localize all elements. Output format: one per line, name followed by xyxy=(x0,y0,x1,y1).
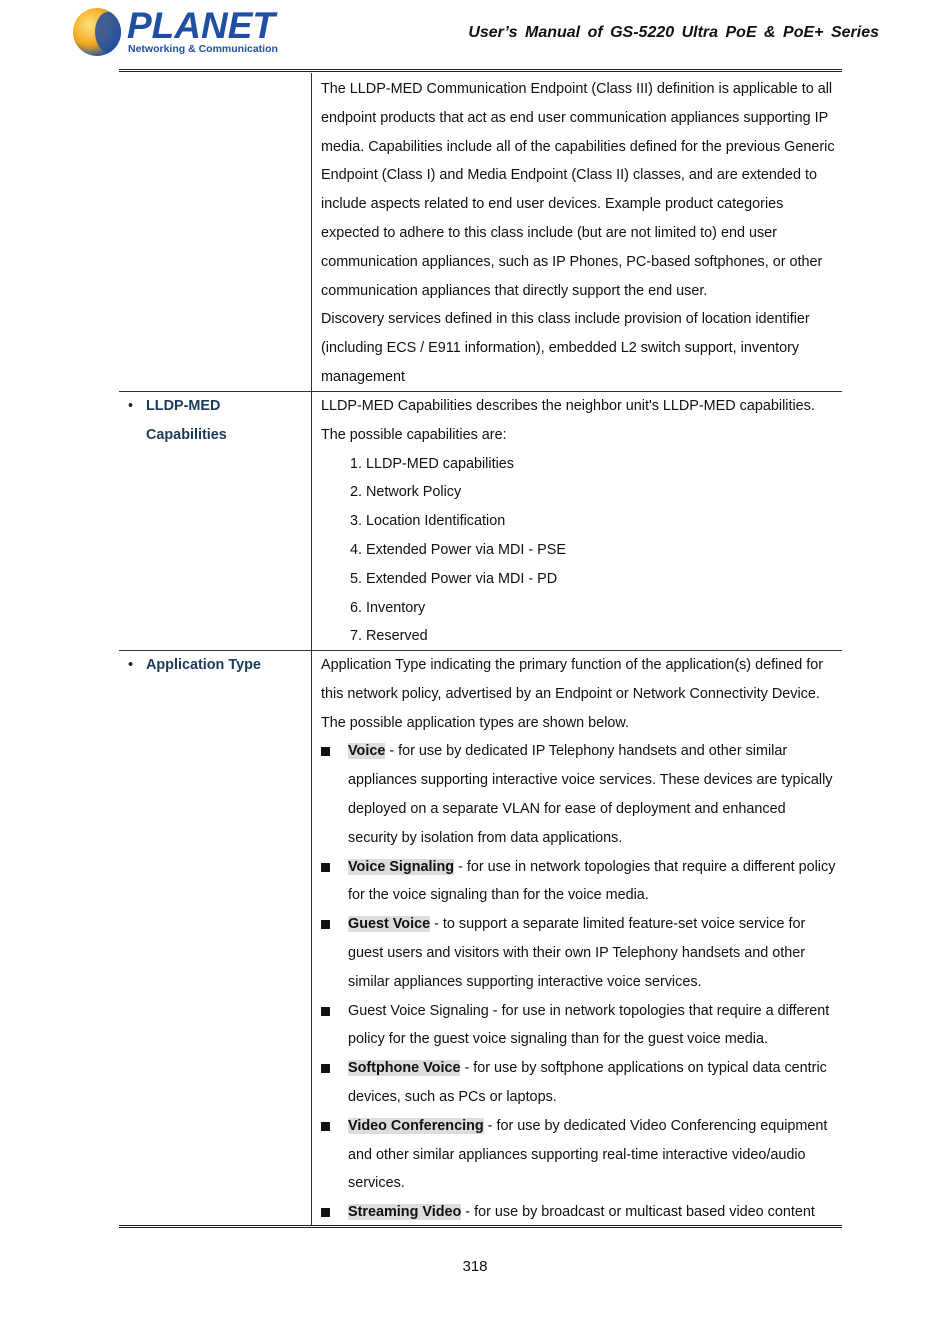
square-bullet-icon xyxy=(321,1208,330,1217)
term-softphone-voice: Softphone Voice xyxy=(348,1060,461,1077)
list-item: 6. Inventory xyxy=(350,599,426,616)
list-item: 2. Network Policy xyxy=(350,484,462,501)
list-item: Voice Signaling - for use in network topologies that require a different policy for the voice signaling than for the voice media. xyxy=(321,853,837,911)
list-item: Voice - for use by dedicated IP Telephony handsets and other similar appliances supporting interactive voice services. These devices are typically deployed on a separate VLAN for ease of deployment and enhanced security by isolation from data applications. xyxy=(321,737,837,852)
term-video-conferencing: Video Conferencing xyxy=(348,1117,484,1134)
square-bullet-icon xyxy=(321,863,330,872)
list-item: 1. LLDP-MED capabilities xyxy=(350,455,514,472)
application-type-intro: Application Type indicating the primary function of the application(s) defined for this network policy, advertised by an Endpoint or Network Connectivity Device. The possible application types are shown below. xyxy=(321,657,824,731)
planet-logo xyxy=(73,5,278,60)
square-bullet-icon xyxy=(321,1122,330,1131)
logo-wordmark: PLANET xyxy=(127,5,275,46)
page-number: 318 xyxy=(462,1258,488,1275)
capabilities-cell xyxy=(321,392,837,651)
bullet-dot-icon: • xyxy=(128,398,134,414)
capabilities-list xyxy=(321,450,837,652)
list-item: Video Conferencing - for use by dedicated Video Conferencing equipment and other similar appliances supporting real-time interactive video/audio services. xyxy=(321,1112,837,1198)
discovery-paragraph: Discovery services defined in this class include provision of location identifier (including ECS / E911 information), embedded L2 switch support, inventory management xyxy=(321,311,810,385)
list-item: Softphone Voice - for use by softphone applications on typical data centric devices, such as PCs or laptops. xyxy=(321,1054,837,1112)
list-item: 3. Location Identification xyxy=(350,513,506,530)
application-type-cell xyxy=(321,651,837,1227)
capabilities-label: • LLDP-MED Capabilities xyxy=(128,392,227,450)
square-bullet-icon xyxy=(321,920,330,929)
table-top-rule xyxy=(119,69,842,72)
term-guest-voice: Guest Voice xyxy=(348,916,431,933)
square-bullet-icon xyxy=(321,1064,330,1073)
manual-title: User’s Manual of GS-5220 Ultra PoE & PoE+ Series xyxy=(468,24,879,41)
table-column-divider xyxy=(311,73,312,1225)
logo-tagline: Networking & Communication xyxy=(128,43,278,55)
application-type-list xyxy=(321,737,837,1227)
square-bullet-icon xyxy=(321,1007,330,1016)
planet-globe-icon xyxy=(73,8,121,56)
capabilities-intro-2: The possible capabilities are: xyxy=(321,426,507,443)
bullet-dot-icon: • xyxy=(128,657,134,673)
capabilities-intro: LLDP-MED Capabilities describes the neighbor unit's LLDP-MED capabilities. xyxy=(321,398,815,414)
class3-paragraph: The LLDP-MED Communication Endpoint (Class III) definition is applicable to all endpoint products that act as end user communication appliances supporting IP media. Capabilities include all of the capabilities defined for the previous Generic Endpoint (Class I) and Media Endpoint (Class II) classes, and are extended to include aspects related to end user devices. Example product categories expected to adhere to this class include (but are not limited to) end user communication appliances, such as IP Phones, PC-based softphones, or other communication appliances that directly support the end user. xyxy=(321,81,835,299)
class3-description-cell xyxy=(321,75,837,392)
list-item: Guest Voice Signaling - for use in network topologies that require a different policy for the guest voice signaling than for the guest voice media. xyxy=(321,997,837,1055)
list-item: 7. Reserved xyxy=(350,628,428,645)
square-bullet-icon xyxy=(321,747,330,756)
list-item: 4. Extended Power via MDI - PSE xyxy=(350,541,566,558)
application-type-label: • Application Type xyxy=(128,651,261,680)
term-voice: Voice xyxy=(348,743,386,760)
term-voice-signaling: Voice Signaling xyxy=(348,858,455,875)
list-item: Streaming Video - for use by broadcast or multicast based video content xyxy=(321,1198,837,1227)
term-streaming-video: Streaming Video xyxy=(348,1204,462,1221)
list-item: Guest Voice - to support a separate limited feature-set voice service for guest users and visitors with their own IP Telephony handsets and other similar appliances supporting interactive voice services. xyxy=(321,910,837,996)
list-item: 5. Extended Power via MDI - PD xyxy=(350,570,558,587)
